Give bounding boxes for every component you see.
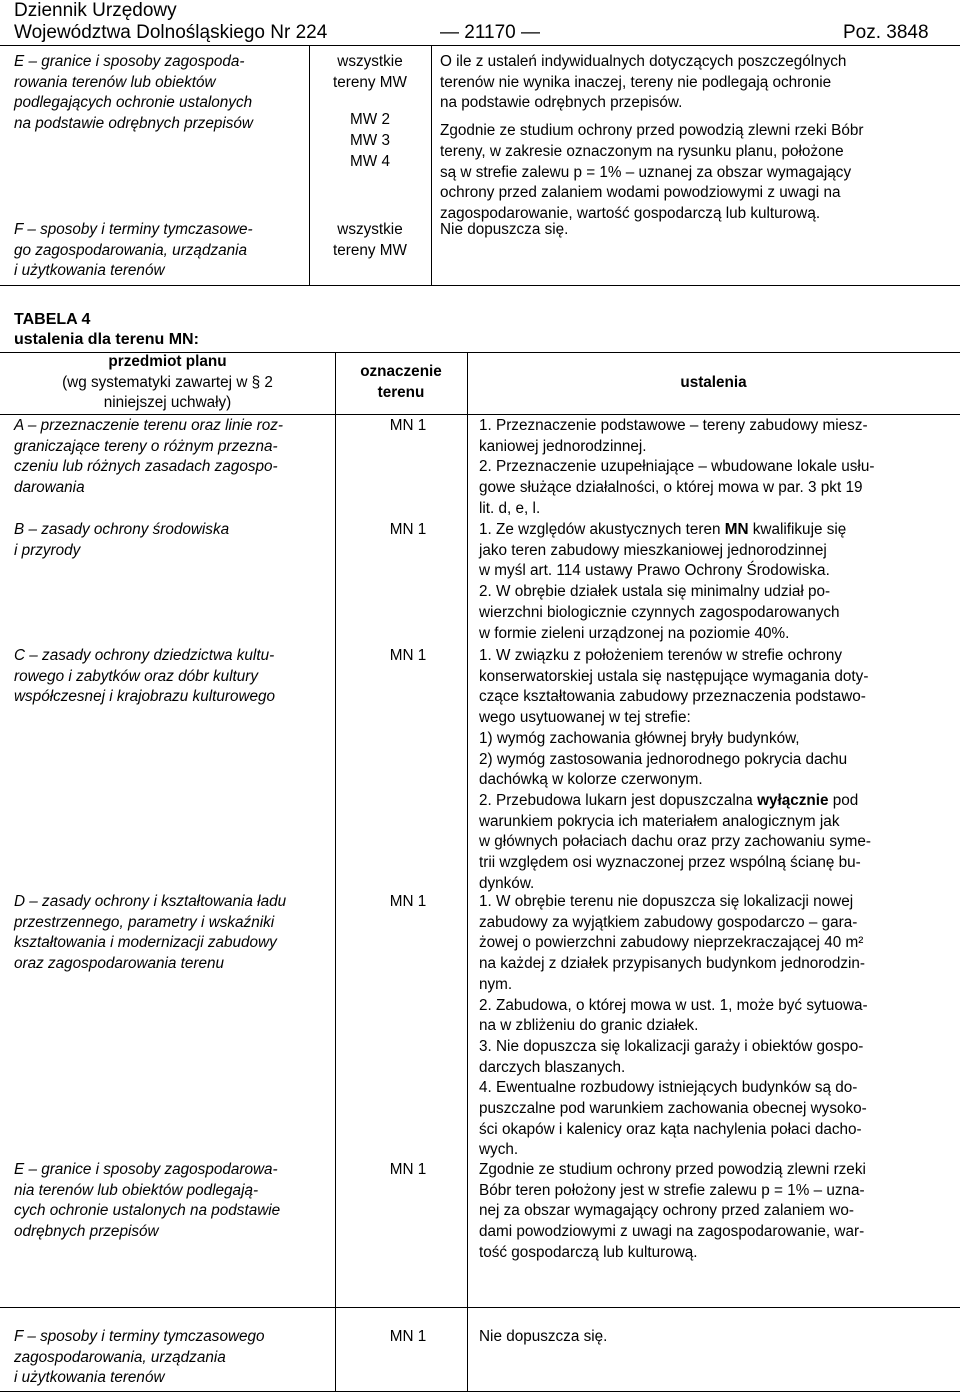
row-a-code: MN 1 (389, 417, 427, 434)
header-divider (0, 45, 960, 46)
table-4-row-divider (0, 1307, 960, 1308)
top-table-divider-2 (431, 45, 432, 285)
row-d-code: MN 1 (389, 893, 427, 910)
page-number: — 21170 — (440, 22, 540, 43)
table-4-divider-2 (467, 352, 468, 1392)
table-4-bottom-border (0, 1391, 960, 1392)
table-4-title: TABELA 4 (14, 311, 91, 328)
row-e-subject: E – granice i sposoby zagospodarowa- nia terenów lub obiektów podlegają- cych ochronie ustalonych na podstawie odrębnych przepisów (14, 1161, 281, 1241)
row-e-code: MN 1 (389, 1161, 427, 1178)
table-4-divider-1 (335, 352, 336, 1392)
top-row-e-text: O ile z ustaleń indywidualnych dotyczących poszczególnych terenów nie wynika inaczej, tereny nie podlegają ochronie na podstawie odrębnych przepisów. Zgodnie ze studium ochrony przed powodzią zlewni rzeki Bóbr tereny, w zakresie oznaczonym na rysunku planu, położone są w strefie zalewu p = 1% – uznanej za obszar wymagający ochrony przed zalaniem wodami powodziowymi z uwagi na zagospodarowanie, wartość gospodarczą lub kulturową. (440, 53, 864, 222)
top-row-f-codes: wszystkie tereny MW (333, 221, 407, 259)
row-c-rules: 1. W związku z położeniem terenów w strefie ochrony konserwatorskiej ustala się następujące wymagania doty- czące kształtowania zabudowy przeznaczenia podstawo- wego usytuowanej w tej strefie: 1) wymóg zachowania głównej bryły budynków, 2) wymóg zastosowania jednorodnego pokrycia dachu dachówką w kolorze czerwonym. 2. Przebudowa lukarn jest dopuszczalna wyłącznie pod warunkiem pokrycia ich materiałem analogicznym jak w głównych połaciach dachu oraz przy zachowaniu syme- trii względem osi wyznaczonej przez wspólną ścianę bu- dynków. (479, 647, 871, 892)
row-a-subject: A – przeznaczenie terenu oraz linie roz- graniczające tereny o różnym przezna- czeniu lub różnych zasadach zagospo- darowania (14, 417, 283, 497)
row-f-rules: Nie dopuszcza się. (479, 1328, 608, 1345)
journal-title: Dziennik Urzędowy (14, 0, 177, 21)
table-4-header-divider (0, 414, 960, 415)
row-d-rules: 1. W obrębie terenu nie dopuszcza się lokalizacji nowej zabudowy za wyjątkiem zabudowy gospodarczo – gara- żowej o powierzchni zabudowy nieprzekraczającej 40 m² na każdej z działek przypisanych budynkom jednorodzin- nym. 2. Zabudowa, o której mowa w ust. 1, może być sytuowa- na w zbliżeniu do granic działek. 3. Nie dopuszcza się lokalizacji garaży i obiektów gospo- darczych blaszanych. 4. Ewentualne rozbudowy istniejących budynków są do- puszczalne pod warunkiem zachowania obecnej wysoko- ści okapów i kalenicy oraz kąta nachylenia połaci dacho- wych. (479, 893, 868, 1159)
top-row-e-codes: wszystkie tereny MW MW 2 MW 3 MW 4 (333, 53, 407, 170)
top-row-e-label: E – granice i sposoby zagospoda- rowania terenów lub obiektów podlegających ochronie ustalonych na podstawie odrębnych przepisów (14, 53, 253, 133)
table-4-subtitle: ustalenia dla terenu MN: (14, 331, 199, 348)
top-row-f-label: F – sposoby i terminy tymczasowe- go zagospodarowania, urządzania i użytkowania terenów (14, 221, 253, 280)
column-header-rules: ustalenia (680, 374, 747, 391)
row-c-subject: C – zasady ochrony dziedzictwa kultu- rowego i zabytków oraz dóbr kultury współczesnej i krajobrazu kulturowego (14, 647, 276, 706)
position-number: Poz. 3848 (843, 22, 929, 43)
column-header-subject: przedmiot planu (wg systematyki zawartej w § 2 niniejszej uchwały) (62, 353, 273, 412)
column-header-code: oznaczenie terenu (360, 363, 442, 401)
row-b-code: MN 1 (389, 521, 427, 538)
row-f-code: MN 1 (389, 1328, 427, 1345)
row-b-subject: B – zasady ochrony środowiska i przyrody (14, 521, 230, 559)
row-f-subject: F – sposoby i terminy tymczasowego zagospodarowania, urządzania i użytkowania terenów (14, 1328, 265, 1387)
row-c-code: MN 1 (389, 647, 427, 664)
top-table-bottom-border (0, 285, 960, 286)
row-d-subject: D – zasady ochrony i kształtowania ładu przestrzennego, parametry i wskaźniki kształtowania i modernizacji zabudowy oraz zagospodarowania terenu (14, 893, 287, 973)
top-row-f-text: Nie dopuszcza się. (440, 221, 569, 238)
row-a-rules: 1. Przeznaczenie podstawowe – tereny zabudowy miesz- kaniowej jednorodzinnej. 2. Przeznaczenie uzupełniające – wbudowane lokale usłu- gowe służące działalności, o której mowa w par. 3 pkt 19 lit. d, e, l. (479, 417, 875, 517)
row-e-rules: Zgodnie ze studium ochrony przed powodzią zlewni rzeki Bóbr teren położony jest w strefie zalewu p = 1% – uzna- nej za obszar wymagający ochrony przed zalaniem wo- dami powodziowymi z uwagi na zagospodarowanie, war- tość gospodarczą lub kulturową. (479, 1161, 866, 1261)
row-b-rules: 1. Ze względów akustycznych teren MN kwalifikuje się jako teren zabudowy mieszkaniowej jednorodzinnej w myśl art. 114 ustawy Prawo Ochrony Środowiska. 2. W obrębie działek ustala się minimalny udział po- wierzchni biologicznie czynnych zagospodarowanych w formie zieleni urządzonej na poziomie 40%. (479, 521, 847, 642)
journal-subtitle: Województwa Dolnośląskiego Nr 224 (14, 22, 328, 43)
